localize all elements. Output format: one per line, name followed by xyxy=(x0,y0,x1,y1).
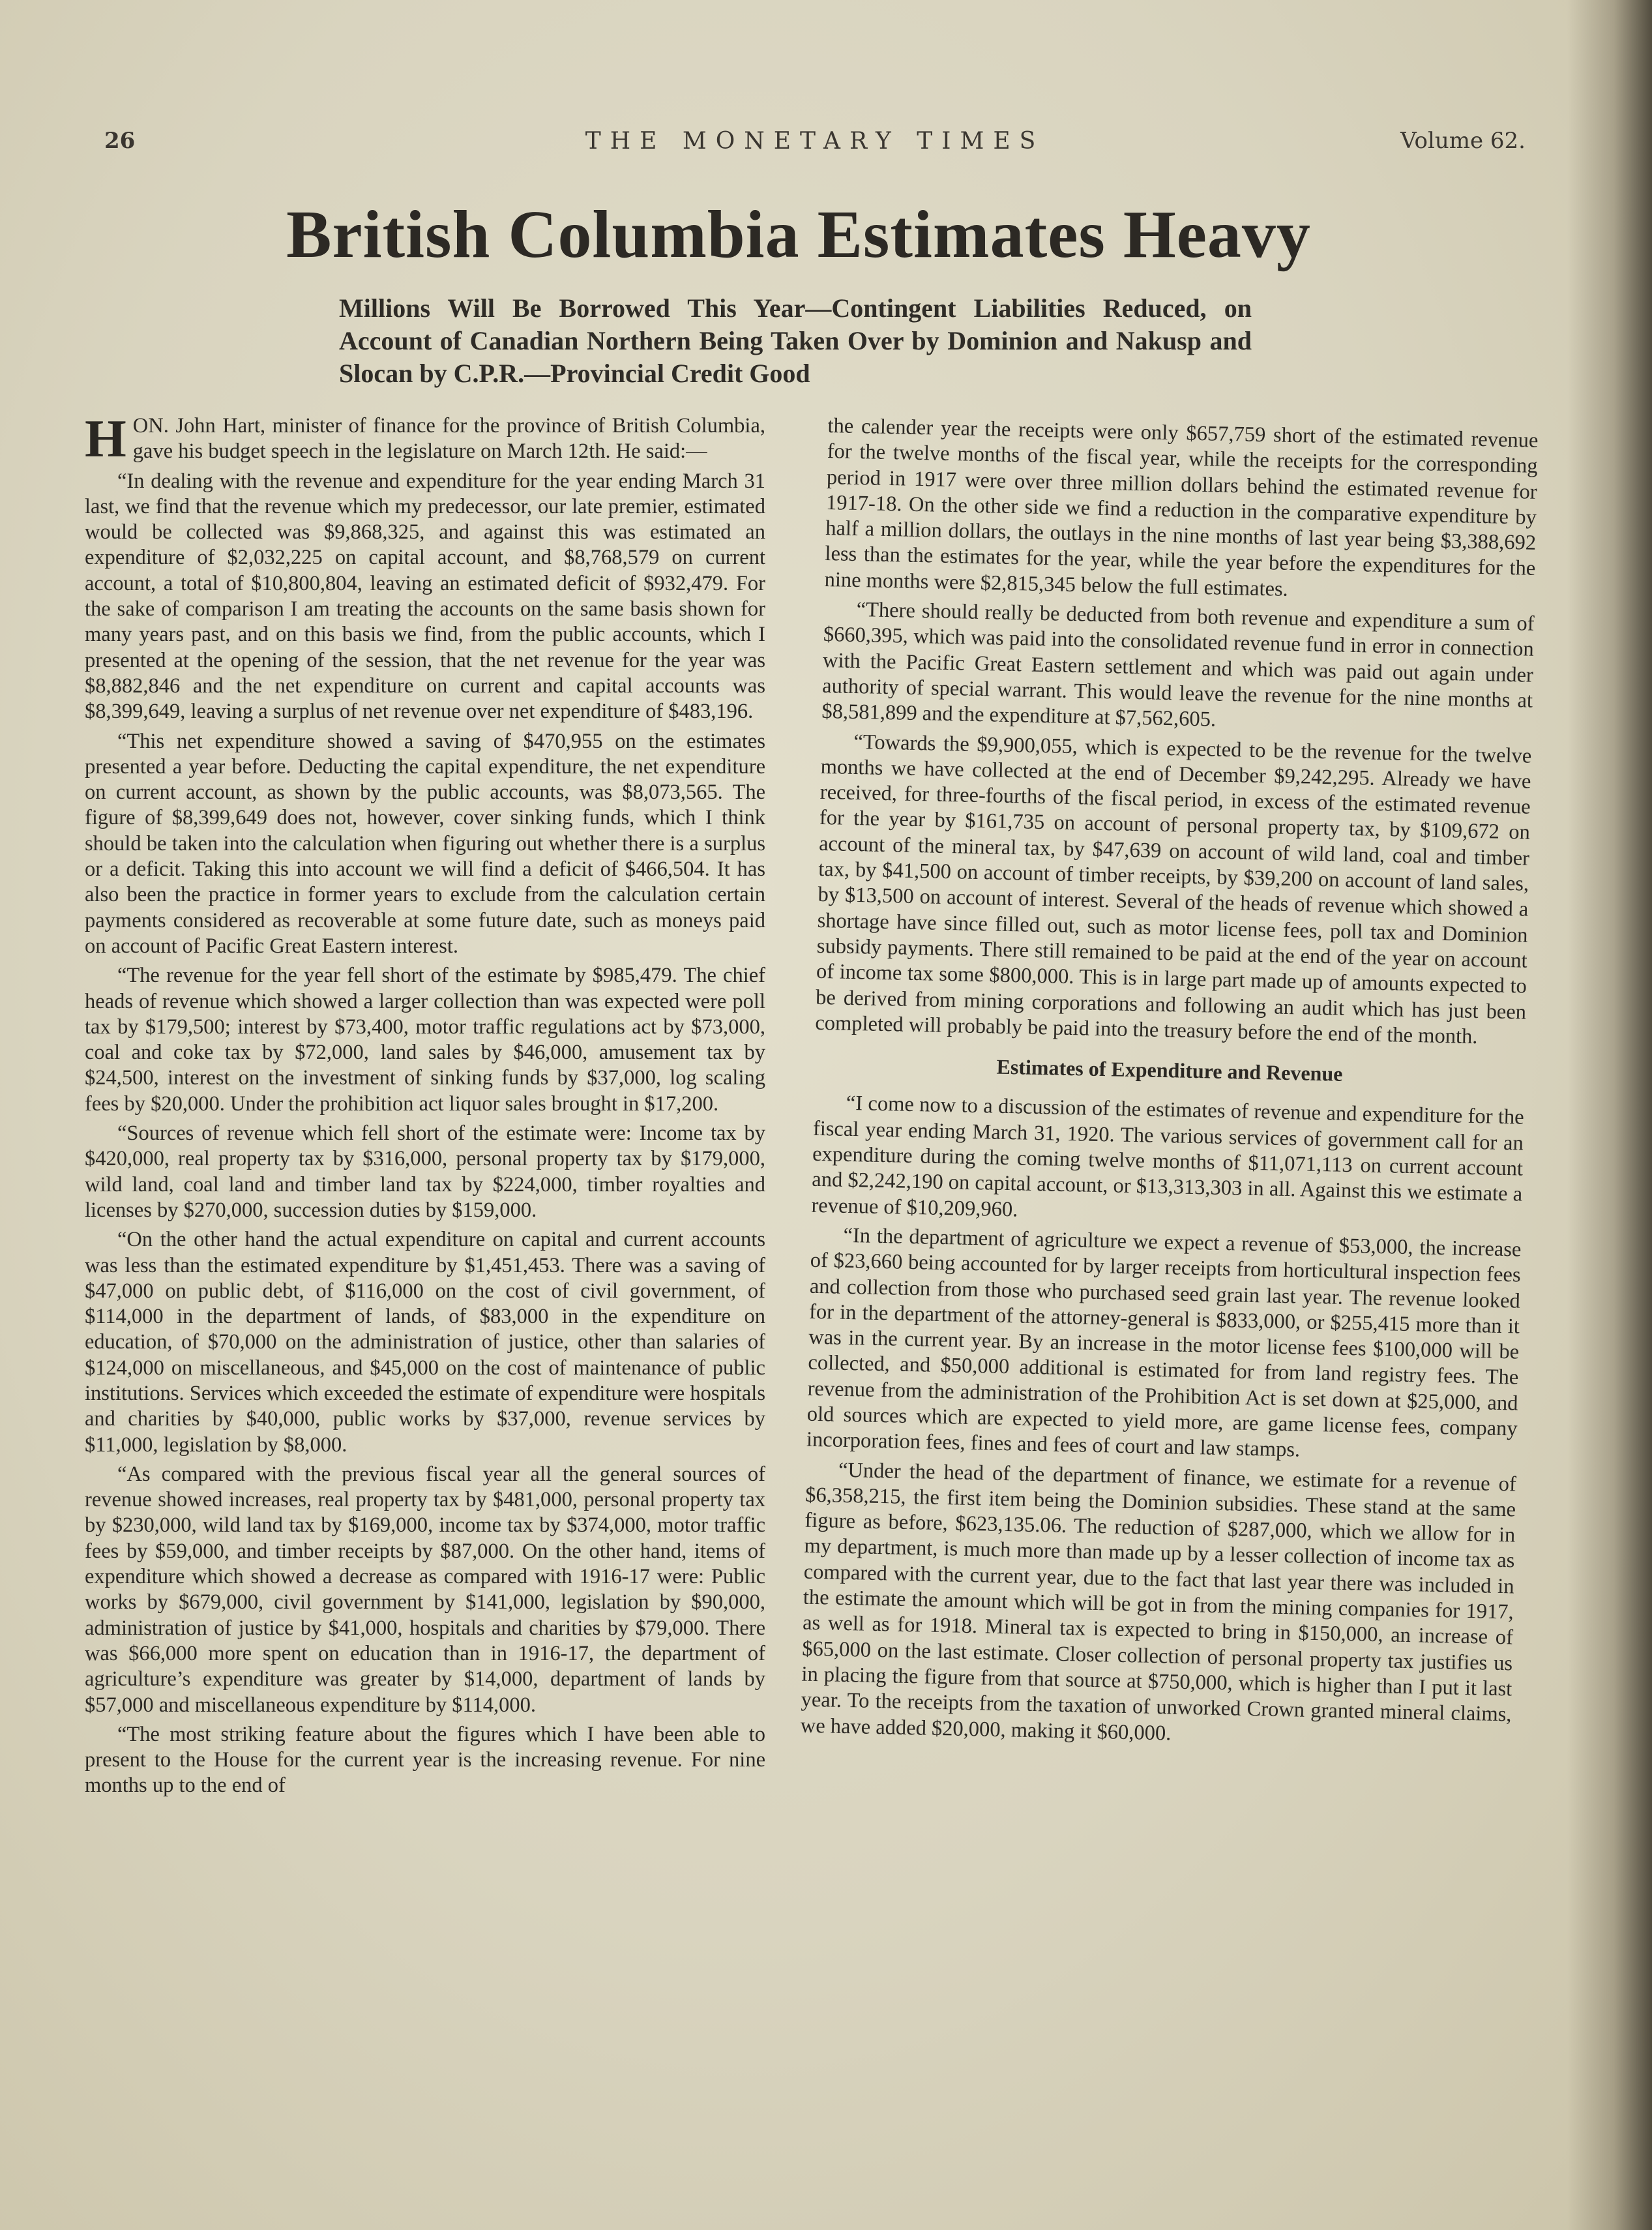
paragraph: “Towards the $9,900,055, which is expected to be the revenue for the twelve months we have collected at the end of December $9,242,295. Already we have received, for three-fourths of the fiscal period, in excess of the estimated revenue for the year by $161,735 on account of personal property tax, by $109,672 on account of the mineral tax, by $47,639 on account of wild land, coal and timber tax, by $41,500 on account of timber receipts, by $39,200 on account of land sales, by $13,500 on account of interest. Several of the heads of revenue which showed a shortage have since filled out, such as motor license fees, poll tax and Dominion subsidy payments. There still remained to be paid at the end of the year on account of income tax some $800,000. This is in large part made up of amounts expected to be derived from mining corporations and following an audit which has just been completed will probably be paid into the treasury before the end of the month. xyxy=(815,730,1532,1048)
paragraph: “This net expenditure showed a saving of $470,955 on the estimates presented a year before. Deducting the capital expenditure, the net expenditure on current account, as shown by the public accounts, was $8,073,565. The figure of $8,399,649 does not, however, cover sinking funds, which I think should be taken into the calculation when figuring out whether there is a surplus or a deficit. Taking this into account we will find a deficit of $466,504. It has also been the practice in former years to exclude from the calculation certain payments considered as recoverable at some future date, such as moneys paid on account of Pacific Great Eastern interest. xyxy=(85,729,765,958)
lead-paragraph xyxy=(85,409,765,468)
section-heading: Estimates of Expenditure and Revenue xyxy=(996,1054,1343,1086)
paragraph: “On the other hand the actual expenditure on capital and current accounts was less than the estimated expenditure by $1,451,453. There was a saving of $47,000 on public debt, of $116,000 on the cost of civil government, of $114,000 in the department of lands, of $83,000 in the expenditure on education, of $70,000 on the administration of justice, other than salaries of $124,000 on miscellaneous, and $45,000 on the cost of maintenance of public institutions. Services which exceeded the estimate of expenditure were hospitals and charities by $40,000, public works by $37,000, revenue services by $11,000, legislation by $8,000. xyxy=(85,1228,765,1457)
article-subtitle: Millions Will Be Borrowed This Year—Contingent Liabilities Reduced, on Account of Canadian Northern Being Taken Over by Dominion and Nakusp and Slocan by C.P.R.—Provincial Credit Good xyxy=(339,293,1252,388)
right-column xyxy=(800,413,1538,1757)
paragraph: “In the department of agriculture we expect a revenue of $53,000, the increase of $23,660 being accounted for by larger receipts from horticultural inspection fees and collection from those who purchased seed grain last year. The revenue looked for in the department of the attorney-general is $833,000, or $255,415 more than it was in the current year. By an increase in the motor license fees $100,000 will be collected, and $50,000 additional is estimated for from land registry fees. The revenue from the administration of the Prohibition Act is set down at $25,000, and old sources which are expected to yield more, are game license fees, company incorporation fees, fines and fees of court and law stamps. xyxy=(806,1223,1522,1462)
paragraph: “As compared with the previous fiscal year all the general sources of revenue showed increases, real property tax by $481,000, personal property tax by $230,000, wild land tax by $169,000, income tax by $374,000, motor traffic fees by $59,000, and timber receipts by $87,000. On the other hand, items of expenditure which showed a decrease as compared with 1916-17 were: Public works by $679,000, civil government by $141,000, legislation by $90,000, administration of justice by $41,000, hospitals and charities by $79,000. There was $66,000 more spent on education than in 1916-17, the department of agriculture’s expenditure was greater by $14,000, department of lands by $57,000 and miscellaneous expenditure by $114,000. xyxy=(85,1462,765,1717)
paragraph: “The most striking feature about the figures which I have been able to present to the House for the current year is the increasing revenue. For nine months up to the end of xyxy=(85,1722,765,1798)
page-number: 26 xyxy=(104,128,136,154)
volume-number: Volume 62. xyxy=(1400,128,1526,154)
article-title: British Columbia Estimates Heavy xyxy=(286,197,1311,272)
paragraph: “There should really be deducted from both revenue and expenditure a sum of $660,395, which was paid into the consolidated revenue fund in error in connection with the Pacific Great Eastern settlement and which was paid out again under authority of special warrant. This would leave the revenue for the nine months at $8,581,899 and the expenditure at $7,562,605. xyxy=(821,598,1535,732)
lead-text: ON. John Hart, minister of finance for the province of British Columbia, gave his budget speech in the legislature on March 12th. He said:— xyxy=(132,414,765,464)
paragraph: “Under the head of the department of finance, we estimate for a revenue of $6,358,215, the first item being the Dominion subsidies. These stand at the same figure as before, $623,135.06. The reduction of $287,000, which we allow for in my department, is much more than made up by a lesser collection of income tax as compared with the current year, due to the fact that last year there was included in the estimate the amount which will be got in from the mining companies for 1917, as well as for 1918. Mineral tax is expected to bring in $150,000, an increase of $65,000 on the last estimate. Closer collection of personal property tax justifies us in placing the figure from that source at $750,000, which is higher than I put it last year. To the receipts from the taxation of unworked Crown granted mineral claims, we have added $20,000, making it $60,000. xyxy=(800,1458,1517,1746)
publication-name: THE MONETARY TIMES xyxy=(585,128,1045,155)
continued-paragraph: the calender year the receipts were only $657,759 short of the estimated revenue for the twelve months of the fiscal year, while the receipts for the corresponding period in 1917 were over three million dollars behind the estimated revenue for 1917-18. On the other side we find a reduction in the comparative expenditure by half a million dollars, the outlays in the nine months of last year being $3,388,692 less than the estimates for the year, while the year before the expenditures for the nine months were $2,815,345 below the full estimates. xyxy=(824,413,1539,601)
left-column xyxy=(85,409,765,1803)
running-header xyxy=(104,128,1526,160)
paragraph: “I come now to a discussion of the estimates of revenue and expenditure for the fiscal year ending March 31, 1920. The various services of government call for an expenditure during the coming twelve months of $11,071,113 on current account and $2,242,190 on capital account, or $13,313,303 in all. Against this we estimate a revenue of $10,209,960. xyxy=(811,1092,1524,1221)
paragraph: “Sources of revenue which fell short of the estimate were: Income tax by $420,000, real property tax by $316,000, personal property tax by $179,000, wild land, coal land and timber land tax by $224,000, timber royalties and licenses by $270,000, succession duties by $159,000. xyxy=(85,1122,765,1222)
paragraph: “The revenue for the year fell short of the estimate by $985,479. The chief heads of revenue which showed a larger collection than was expected were poll tax by $179,500; interest by $73,400, motor traffic regulations act by $73,000, coal and coke tax by $72,000, land sales by $46,000, amusement tax by $24,500, interest on the investment of sinking funds by $37,000, log scaling fees by $20,000. Under the prohibition act liquor sales brought in $17,200. xyxy=(85,964,765,1116)
paragraph: “In dealing with the revenue and expenditure for the year ending March 31 last, we find that the revenue which my predecessor, our late premier, estimated would be collected was $9,868,325, and against this was estimated an expenditure of $2,032,225 on capital account, and $8,768,579 on current account, a total of $10,800,804, leaving an estimated deficit of $932,479. For the sake of comparison I am treating the accounts on the same basis shown for many years past, and on this basis we find, from the public accounts, which I presented at the opening of the session, that the net revenue for the year was $8,882,846 and the net expenditure on current and capital accounts was $8,399,649, leaving a surplus of net revenue over net expenditure of $483,196. xyxy=(85,469,765,724)
drop-cap: H xyxy=(85,409,126,468)
binding-shadow xyxy=(1567,0,1652,2230)
